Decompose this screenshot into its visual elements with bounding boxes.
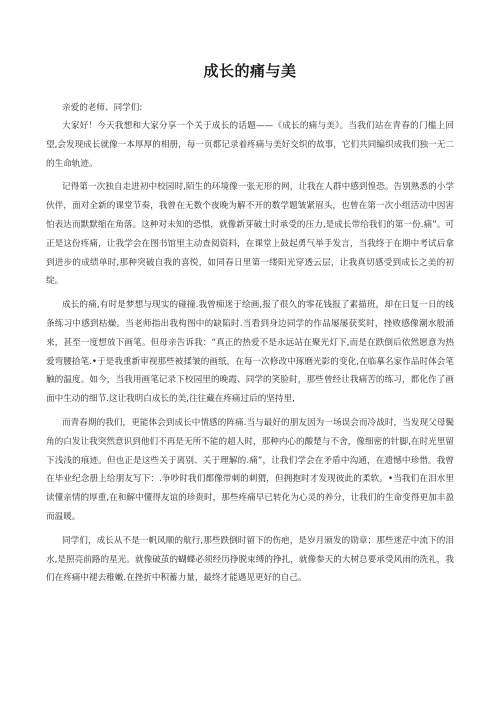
paragraph-5: 同学们，成长从不是一帆风顺的航行,那些跌倒时留下的伤疤，是岁月颁发的勋章；那些迷茫中流下的泪水,是照亮前路的星光。就像破茧的蝴蝶必须经历挣脱束缚的挣扎，就像参天的大树总要承受风雨的洗礼，我们在疼痛中褪去稚嫩.在挫折中积蓄力量，最终才能遇见更好的自己。 [46,535,454,584]
paragraph-2: 记得第一次独自走进初中校园时,陌生的环境像一张无形的网，让我在人群中感到惶恐。告别熟悉的小学伙伴，面对全新的课堂节奏，我曾在无数个夜晚为解不开的数学题皱紧眉头，也曾在第一次小组活动中因害怕表达而默默缩在角落。这种对未知的恐惧，就像新芽破土时承受的压力,是成长带给我们的第一份.痛”。可正是这份疼痛，让我学会在图书馆里主动查阅资料，在课堂上鼓起勇气举手发言，当我终于在期中考试后拿到进步的成绩单时,那种突破自我的喜悦，如同春日里第一缕阳光穿透云层，让我真切感受到成长之美的初绽。 [46,182,454,287]
paragraph-4: 而青春期的我们，更能体会到成长中情感的阵痛.当与最好的朋友因为一场误会而冷战时，当发现父母鬓角的白发让我突然意识到他们不再是无所不能的超人时，那种内心的酸楚与不舍，像细密的针脚,在时光里留下浅浅的痕迹。但也正是这些关于离别、关于理解的.痛”，让我们学会在矛盾中沟通，在遗憾中珍惜。我曾在毕业纪念册上给朋友写下：.争吵时我们都像带刺的刺猬，但拥抱时才发现彼此的柔软。•当我们在泪水里读懂亲情的厚重,在和解中懂得友谊的珍贵时，那些疼痛早已转化为心灵的养分，让我们的生命变得更加丰盈而温暖。 [46,417,454,522]
paragraph-1: 大家好！今天我想和大家分享一个关于成长的话题——《成长的痛与美》。当我们站在青春的门槛上回望,会发现成长就像一本厚厚的相册，每一页都记录着疼痛与美好交织的故事，它们共同编织成我们独一无二的生命轨迹。 [46,121,454,169]
salutation: 亲爱的老师、同学们: [62,103,143,113]
document-title: 成长的痛与美 [203,62,297,80]
paragraph-3: 成长的痛,有时是梦想与现实的碰撞.我曾痴迷于绘画,报了很久的零花钱报了素描班，却在日复一日的线条练习中感到枯燥。当老师指出我构图中的缺陷时.当看到身边同学的作品屡屡获奖时，挫败感像潮水般涌来，甚至一度想放下画笔。但母亲告诉我：“真正的热爱不是永远站在聚光灯下,而是在跌倒后依然愿意为热爱弯腰拾笔.•于是我重新审视那些被揉皱的画纸，在每一次修改中琢磨光影的变化,在临摹名家作品时体会笔触的温度。如今，当我用画笔记录下校园里的晚霞、同学的笑脸时，那些曾经让我痛苦的练习，都化作了画面中生动的细节.这让我明白成长的美,往往藏在疼痛过后的坚持里, [46,300,454,405]
